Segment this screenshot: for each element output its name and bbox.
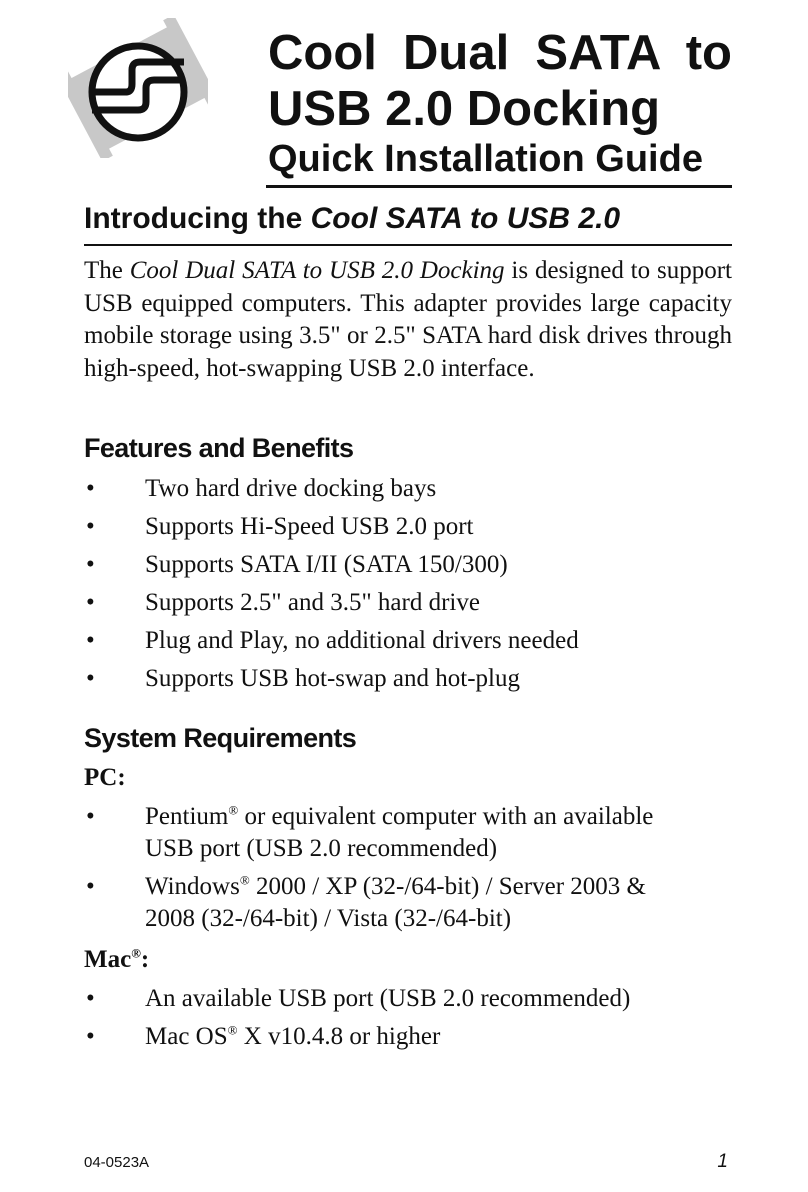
list-item-text: Two hard drive docking bays (145, 475, 437, 502)
intro-heading-product: Cool SATA to USB 2.0 (310, 202, 621, 235)
intro-heading-prefix: Introducing the (84, 202, 311, 235)
document-code: 04-0523A (84, 1154, 150, 1171)
list-item (84, 549, 732, 587)
features-list (84, 473, 732, 701)
list-item (84, 663, 732, 701)
list-item-text: Supports 2.5" and 3.5" hard drive (145, 589, 480, 616)
mac-requirements-list (84, 983, 732, 1059)
intro-heading (84, 201, 732, 237)
intro-para-product: Cool Dual SATA to USB 2.0 Docking (129, 257, 505, 284)
list-item-text: Supports Hi-Speed USB 2.0 port (145, 513, 474, 540)
bullet: • (86, 513, 95, 540)
registered-mark: ® (227, 1022, 238, 1038)
list-item (84, 511, 732, 549)
list-item-text: Mac OS (145, 1023, 228, 1050)
list-item-text: An available USB port (USB 2.0 recommended) (145, 985, 631, 1012)
bullet: • (86, 803, 95, 830)
pc-label: PC: (84, 764, 126, 791)
req-line: USB port (USB 2.0 recommended) (145, 835, 498, 862)
req-line: 2008 (32-/64-bit) / Vista (32-/64-bit) (145, 905, 512, 932)
mac-label (84, 945, 149, 975)
bullet: • (86, 1023, 95, 1050)
features-heading: Features and Benefits (84, 433, 354, 463)
subtitle: Quick Installation Guide (268, 138, 703, 180)
list-item-text: Supports SATA I/II (SATA 150/300) (145, 551, 508, 578)
list-item (84, 587, 732, 625)
req-text: Windows (145, 873, 240, 900)
mac-label-colon: : (140, 946, 150, 973)
list-item-text: Plug and Play, no additional drivers needed (145, 627, 579, 654)
siig-logo-icon (68, 18, 208, 158)
intro-para-start: The (84, 257, 130, 284)
bullet: • (86, 551, 95, 578)
list-item (84, 473, 732, 511)
bullet: • (86, 985, 95, 1012)
intro-para-rest: is designed to support USB equipped computers. This adapter provides large capacity mobile storage using 3.5" or 2.5" SATA hard disk drives through high-speed, hot-swapping USB 2.0 interface. (84, 257, 733, 382)
title-line-1: Cool Dual SATA to (268, 26, 732, 80)
list-item (84, 871, 732, 935)
list-item (84, 983, 732, 1021)
mac-label-text: Mac (84, 946, 132, 973)
req-text: Pentium (145, 803, 229, 830)
list-item (84, 625, 732, 663)
registered-mark: ® (131, 945, 141, 961)
page-number: 1 (717, 1151, 728, 1172)
bullet: • (86, 665, 95, 692)
bullet: • (86, 627, 95, 654)
title-divider (266, 185, 732, 188)
req-line (145, 801, 732, 833)
bullet: • (86, 475, 95, 502)
req-text: 2000 / XP (32-/64-bit) / Server 2003 & (249, 873, 646, 900)
system-requirements-heading: System Requirements (84, 723, 357, 753)
registered-mark: ® (239, 872, 250, 888)
registered-mark: ® (228, 802, 239, 818)
intro-paragraph (84, 255, 732, 385)
bullet: • (86, 873, 95, 900)
pc-requirements-list (84, 801, 732, 941)
intro-divider (84, 244, 732, 246)
title-line-2: USB 2.0 Docking (268, 82, 661, 136)
bullet: • (86, 589, 95, 616)
req-line (145, 871, 732, 903)
list-item-text: Supports USB hot-swap and hot-plug (145, 665, 520, 692)
list-item (84, 801, 732, 865)
list-item (84, 1021, 732, 1059)
req-text: or equivalent computer with an available (238, 803, 654, 830)
list-item-text: X v10.4.8 or higher (237, 1023, 441, 1050)
